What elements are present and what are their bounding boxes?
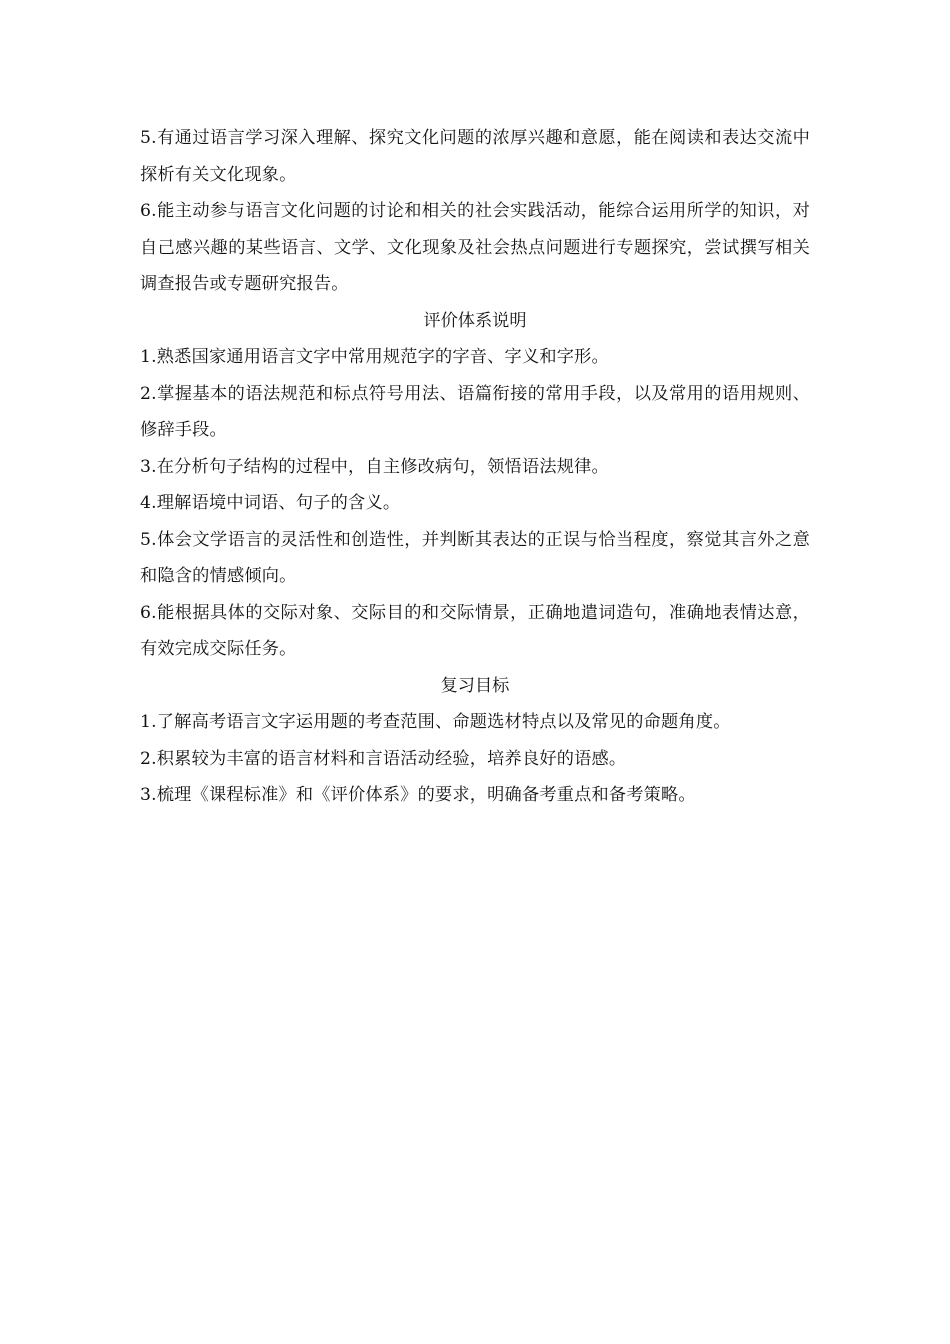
evaluation-item-2: 2.掌握基本的语法规范和标点符号用法、语篇衔接的常用手段，以及常用的语用规则、修辞手段。 xyxy=(140,383,810,440)
evaluation-item-3: 3.在分析句子结构的过程中，自主修改病句，领悟语法规律。 xyxy=(140,456,609,477)
heading-evaluation-system: 评价体系说明 xyxy=(423,310,527,331)
paragraph-culture-interest: 5.有通过语言学习深入理解、探究文化问题的浓厚兴趣和意愿，能在阅读和表达交流中探析有关文化现象。 xyxy=(140,128,810,185)
evaluation-item-1: 1.熟悉国家通用语言文字中常用规范字的字音、字义和字形。 xyxy=(140,347,609,367)
evaluation-item-4: 4.理解语境中词语、句子的含义。 xyxy=(140,493,401,513)
review-goal-3: 3.梳理《课程标准》和《评价体系》的要求，明确备考重点和备考策略。 xyxy=(140,785,696,805)
heading-review-goals: 复习目标 xyxy=(440,675,510,696)
evaluation-item-5: 5.体会文学语言的灵活性和创造性，并判断其表达的正误与恰当程度，察觉其言外之意和隐含的情感倾向。 xyxy=(140,529,810,586)
review-goal-2: 2.积累较为丰富的语言材料和言语活动经验，培养良好的语感。 xyxy=(140,748,627,769)
review-goal-1: 1.了解高考语言文字运用题的考查范围、命题选材特点以及常见的命题角度。 xyxy=(140,712,731,732)
document-page xyxy=(140,120,810,814)
paragraph-practice-activity: 6.能主动参与语言文化问题的讨论和相关的社会实践活动，能综合运用所学的知识，对自己感兴趣的某些语言、文学、文化现象及社会热点问题进行专题探究，尝试撰写相关调查报告或专题研究报告。 xyxy=(140,201,810,294)
evaluation-item-6: 6.能根据具体的交际对象、交际目的和交际情景，正确地遣词造句，准确地表情达意，有效完成交际任务。 xyxy=(140,602,810,659)
